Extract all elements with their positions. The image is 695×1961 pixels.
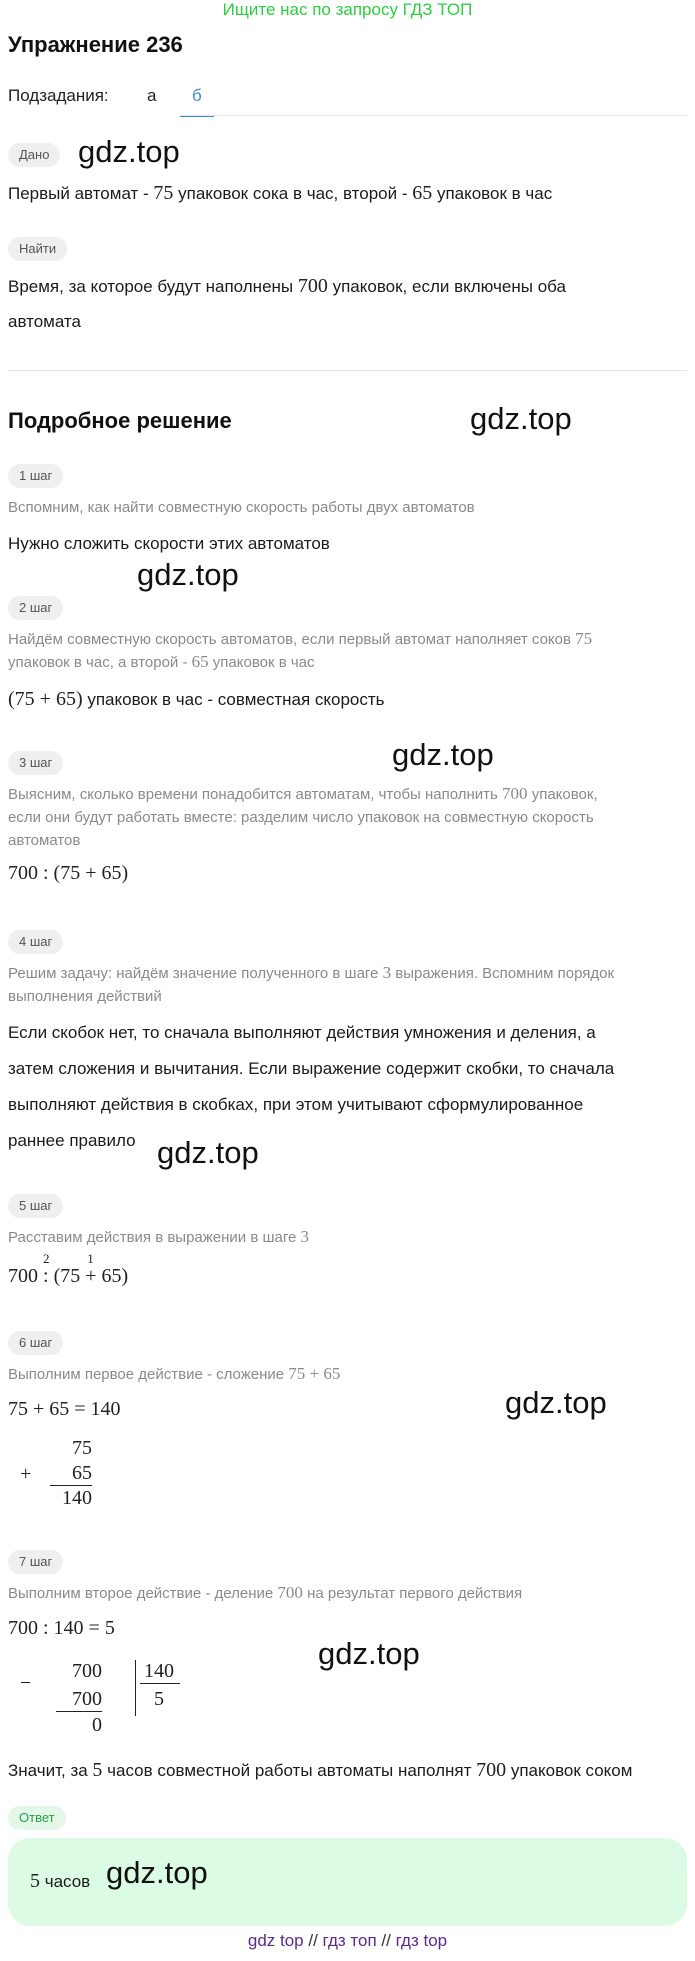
watermark: gdz.top bbox=[470, 401, 572, 436]
watermark: gdz.top bbox=[392, 737, 494, 772]
step-6-badge: 6 шаг bbox=[8, 1331, 63, 1355]
step-3-badge: 3 шаг bbox=[8, 751, 63, 775]
step-2-badge: 2 шаг bbox=[8, 596, 63, 620]
step-2-hint-line2: упаковок в час, а второй - 65 упаковок в час bbox=[8, 652, 315, 671]
step-5-badge: 5 шаг bbox=[8, 1194, 63, 1218]
step-7-math: 700 : 140 = 5 bbox=[8, 1617, 115, 1639]
step-7-badge: 7 шаг bbox=[8, 1550, 63, 1574]
watermark: gdz.top bbox=[78, 134, 180, 169]
watermark: gdz.top bbox=[137, 557, 239, 592]
divider bbox=[8, 370, 687, 371]
step-5-hint: Расставим действия в выражении в шаге 3 bbox=[8, 1227, 310, 1246]
step-4-hint-line2: выполнения действий bbox=[8, 988, 162, 1005]
footer-link[interactable]: гдз топ bbox=[322, 1931, 377, 1950]
watermark: gdz.top bbox=[157, 1135, 259, 1170]
step-1-hint: Вспомним, как найти совместную скорость работы двух автоматов bbox=[8, 499, 475, 516]
step-7-division-op: − bbox=[20, 1672, 32, 1694]
solution-title: Подробное решение bbox=[8, 408, 232, 433]
find-text-line1: Время, за которое будут наполнены 700 упаковок, если включены оба bbox=[8, 275, 566, 297]
step-6-hint: Выполним первое действие - сложение 75 + 65 bbox=[8, 1364, 341, 1383]
step-1-badge: 1 шаг bbox=[8, 464, 63, 488]
step-6-math: 75 + 65 = 140 bbox=[8, 1398, 121, 1420]
step-6-column-op: + bbox=[20, 1463, 32, 1485]
step-7-remainder: 0 bbox=[92, 1714, 102, 1736]
step-4-text-line1: Если скобок нет, то сначала выполняют действия умножения и деления, а bbox=[8, 1023, 596, 1042]
step-7-divisor: 140 bbox=[140, 1660, 180, 1684]
division-vertical-line bbox=[135, 1660, 136, 1716]
step-7-dividend: 700 bbox=[72, 1660, 102, 1682]
footer-link[interactable]: gdz top bbox=[247, 1931, 304, 1950]
step-2-text: (75 + 65) упаковок в час - совместная скорость bbox=[8, 688, 385, 710]
order-mark-2: 2 bbox=[43, 1251, 50, 1266]
step-2-hint-line1: Найдём совместную скорость автоматов, если первый автомат наполняет соков 75 bbox=[8, 629, 593, 648]
step-3-math: 700 : (75 + 65) bbox=[8, 862, 129, 884]
step-7-quotient: 5 bbox=[154, 1688, 164, 1710]
exercise-title: Упражнение 236 bbox=[8, 32, 183, 57]
answer-badge: Ответ bbox=[8, 1806, 66, 1830]
subtasks-label: Подзадания: bbox=[8, 86, 109, 105]
watermark: gdz.top bbox=[106, 1855, 208, 1890]
conclusion-text: Значит, за 5 часов совместной работы автоматы наполнят 700 упаковок соком bbox=[8, 1759, 633, 1781]
step-6-column-bottom: 65 bbox=[50, 1462, 92, 1486]
tab-a[interactable]: а bbox=[147, 86, 157, 105]
watermark: gdz.top bbox=[505, 1385, 607, 1420]
tab-b-active[interactable]: б bbox=[180, 86, 214, 117]
step-6-column-top: 75 bbox=[72, 1437, 92, 1459]
tabs-underline bbox=[180, 115, 687, 116]
step-4-text-line2: затем сложения и вычитания. Если выражение содержит скобки, то сначала bbox=[8, 1059, 615, 1078]
find-badge: Найти bbox=[8, 237, 67, 261]
footer-link[interactable]: гдз top bbox=[395, 1931, 448, 1950]
step-3-hint-line1: Выясним, сколько времени понадобится автоматам, чтобы наполнить 700 упаковок, bbox=[8, 784, 598, 803]
step-4-hint-line1: Решим задачу: найдём значение полученного в шаге 3 выражения. Вспомним порядок bbox=[8, 963, 615, 982]
step-7-subtrahend: 700 bbox=[56, 1688, 102, 1712]
watermark: gdz.top bbox=[318, 1636, 420, 1671]
step-4-text-line4: раннее правило bbox=[8, 1131, 136, 1150]
step-1-text: Нужно сложить скорости этих автоматов bbox=[8, 534, 330, 553]
step-4-badge: 4 шаг bbox=[8, 930, 63, 954]
promo-link[interactable]: Ищите нас по запросу ГДЗ ТОП bbox=[222, 0, 473, 19]
answer-text: 5 часов bbox=[30, 1870, 91, 1892]
step-7-hint: Выполним второе действие - деление 700 на результат первого действия bbox=[8, 1583, 523, 1602]
step-4-text-line3: выполняют действия в скобках, при этом учитывают сформулированное bbox=[8, 1095, 584, 1114]
given-badge: Дано bbox=[8, 143, 60, 167]
step-5-math: 700 2 : (75 1 + 65) bbox=[8, 1251, 129, 1287]
step-3-hint-line3: автоматов bbox=[8, 832, 81, 849]
step-6-column-result: 140 bbox=[62, 1487, 92, 1509]
given-text: Первый автомат - 75 упаковок сока в час, второй - 65 упаковок в час bbox=[8, 182, 553, 204]
find-text-line2: автомата bbox=[8, 312, 81, 331]
footer-links: gdz top // гдз топ // гдз top bbox=[247, 1931, 448, 1950]
step-3-hint-line2: если они будут работать вместе: разделим число упаковок на совместную скорость bbox=[8, 809, 594, 826]
order-mark-1: 1 bbox=[87, 1251, 94, 1266]
